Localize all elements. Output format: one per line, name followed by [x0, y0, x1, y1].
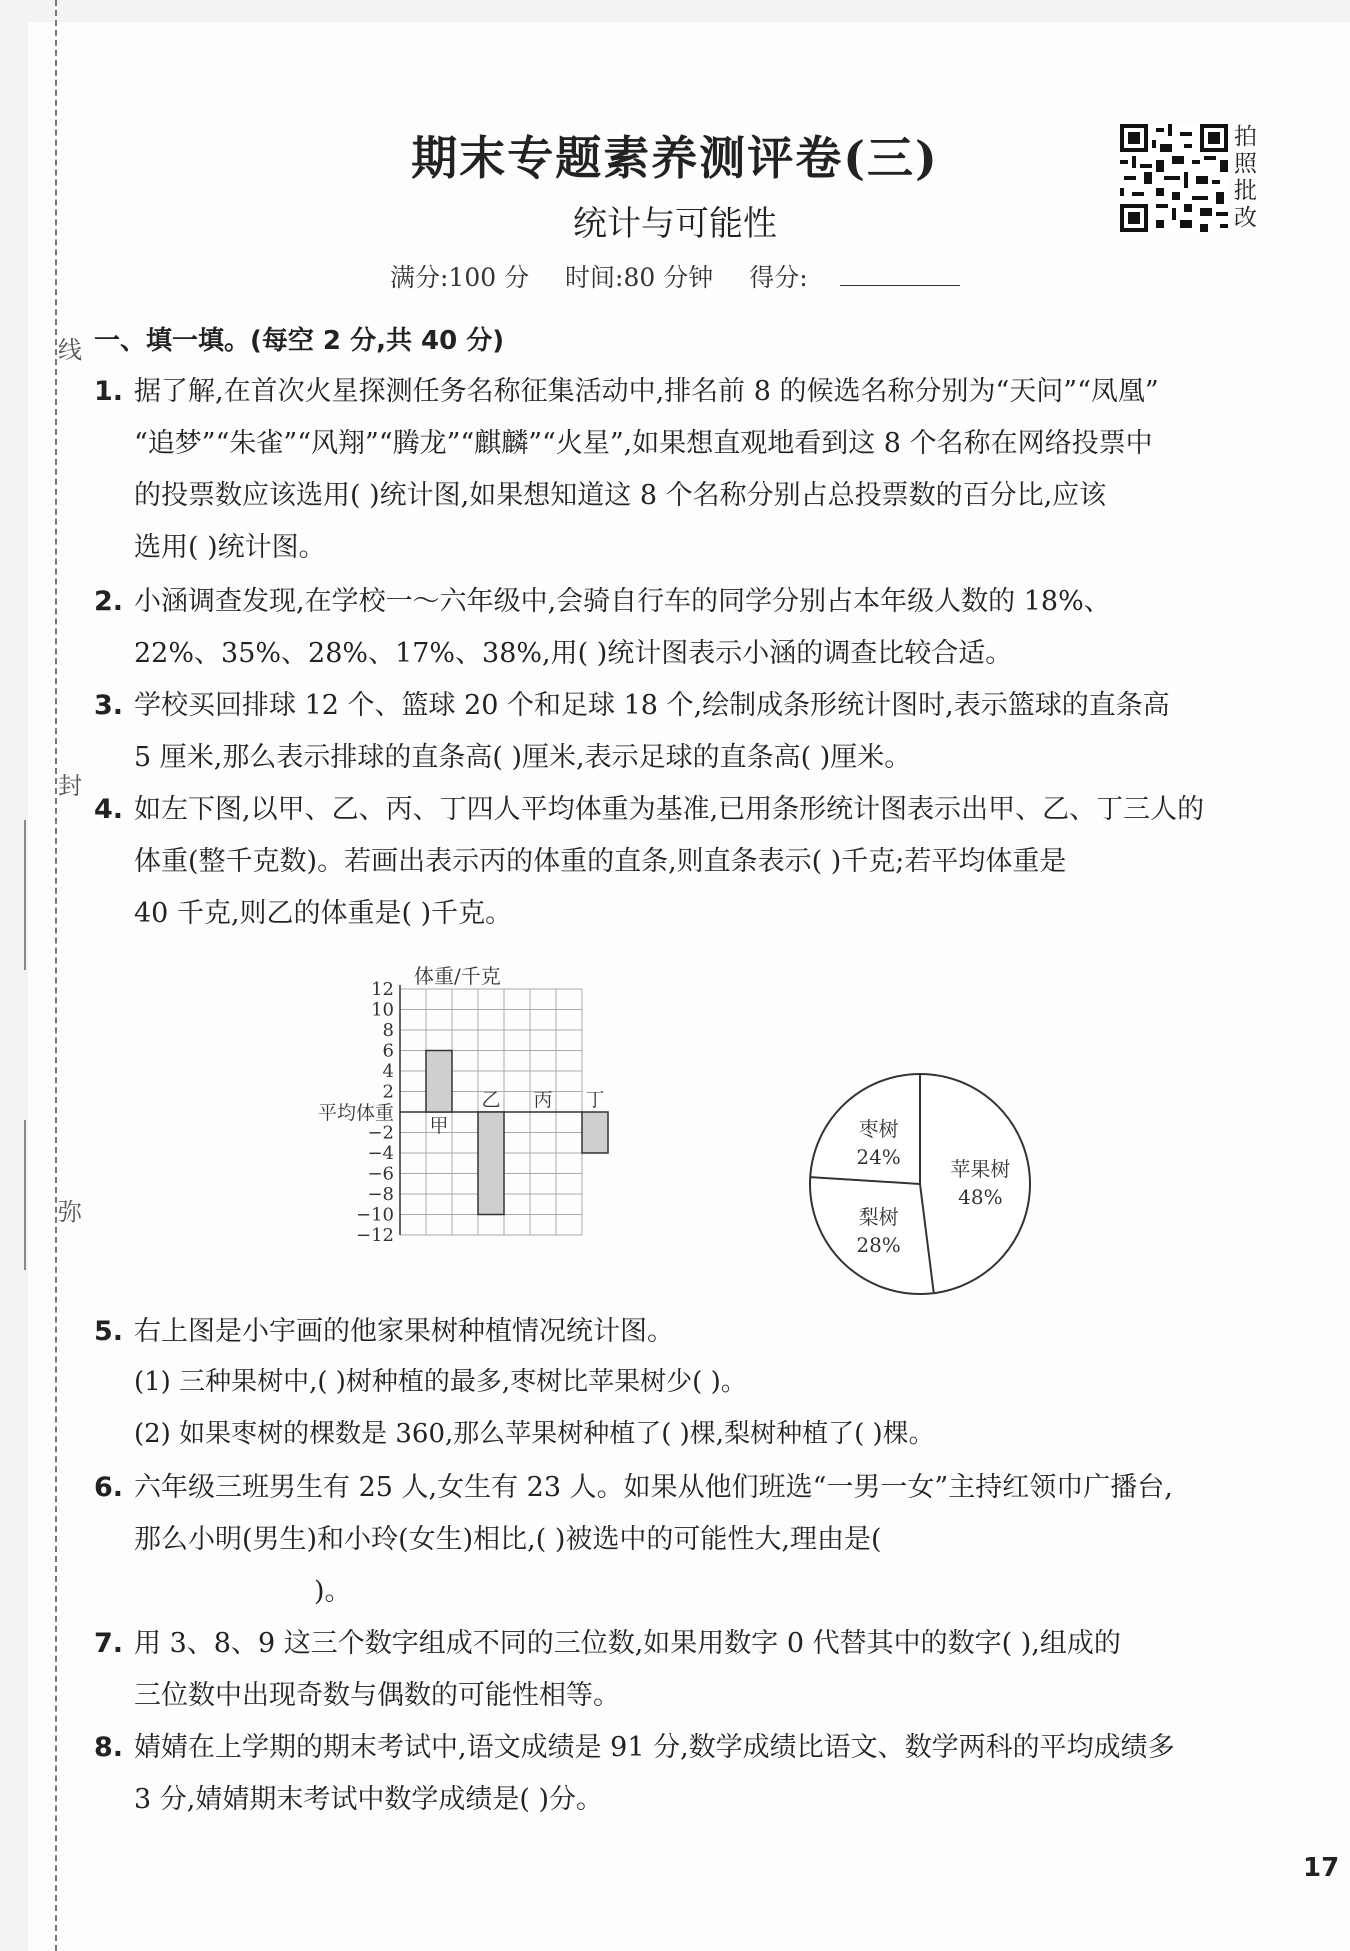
question-line: 如左下图,以甲、乙、丙、丁四人平均体重为基准,已用条形统计图表示出甲、乙、丁三人的	[134, 794, 1205, 825]
score-label: 得分:	[749, 263, 808, 292]
question-line: 据了解,在首次火星探测任务名称征集活动中,排名前 8 的候选名称分别为“天问”“凤凰”	[134, 376, 1159, 407]
page-title: 期末专题素养测评卷(三)	[411, 131, 939, 185]
question-line: 六年级三班男生有 25 人,女生有 23 人。如果从他们班选“一男一女”主持红领巾广播台,	[134, 1472, 1173, 1503]
y-tick-label: 10	[371, 999, 394, 1021]
page-subtitle: 统计与可能性	[573, 204, 777, 244]
question-number: 4.	[94, 794, 124, 825]
binding-dashed-line	[55, 0, 57, 1951]
question-line: 5 厘米,那么表示排球的直条高( )厘米,表示足球的直条高( )厘米。	[134, 742, 912, 773]
weight-bar-chart	[300, 940, 740, 1300]
side-blank-line	[24, 1120, 26, 1270]
qr-caption: 拍照批改	[1234, 124, 1257, 231]
question-number: 7.	[94, 1628, 124, 1659]
y-tick-label: −6	[367, 1163, 394, 1185]
question-number: 8.	[94, 1732, 124, 1763]
question-number: 5.	[94, 1316, 124, 1347]
question-8	[94, 1722, 1254, 1826]
question-line: 右上图是小宇画的他家果树种植情况统计图。	[134, 1316, 674, 1347]
question-number: 2.	[94, 586, 124, 617]
binding-label-line: 线	[58, 336, 82, 364]
question-2	[94, 576, 1254, 680]
qr-code-icon[interactable]	[1120, 124, 1228, 232]
question-number: 1.	[94, 376, 124, 407]
pie-slice-percent: 24%	[856, 1144, 901, 1169]
question-line: 婧婧在上学期的期末考试中,语文成绩是 91 分,数学成绩比语文、数学两科的平均成绩多	[134, 1732, 1175, 1763]
question-5-part-2: (2) 如果枣树的棵数是 360,那么苹果树种植了( )棵,梨树种植了( )棵。	[134, 1419, 935, 1449]
question-line: 体重(整千克数)。若画出表示丙的体重的直条,则直条表示( )千克;若平均体重是	[134, 846, 1067, 877]
bar-甲	[426, 1051, 452, 1113]
category-label: 丙	[533, 1089, 553, 1111]
question-line: 选用( )统计图。	[134, 532, 326, 563]
pie-slice-percent: 28%	[856, 1233, 901, 1258]
question-line: 40 千克,则乙的体重是( )千克。	[134, 898, 513, 929]
question-number: 6.	[94, 1472, 124, 1503]
section-title: 一、填一填。(每空 2 分,共 40 分)	[94, 326, 505, 356]
y-tick-label: −2	[367, 1122, 394, 1144]
exam-meta	[390, 258, 988, 294]
question-line: 三位数中出现奇数与偶数的可能性相等。	[134, 1680, 620, 1711]
y-axis-label: 体重/千克	[414, 964, 501, 988]
y-tick-label: 8	[382, 1020, 394, 1041]
binding-label-name: 弥	[58, 1198, 82, 1226]
question-4	[94, 784, 1254, 940]
question-number: 3.	[94, 690, 124, 721]
question-line: 22%、35%、28%、17%、38%,用( )统计图表示小涵的调查比较合适。	[134, 638, 1013, 669]
question-line: 用 3、8、9 这三个数字组成不同的三位数,如果用数字 0 代替其中的数字( ),组成的	[134, 1628, 1121, 1659]
y-tick-label: 12	[371, 979, 394, 1000]
question-7	[94, 1618, 1254, 1722]
category-label: 乙	[481, 1089, 501, 1111]
question-line: “追梦”“朱雀”“风翔”“腾龙”“麒麟”“火星”,如果想直观地看到这 8 个名称在网络投票中	[134, 428, 1153, 459]
score-blank[interactable]	[840, 285, 960, 286]
y-tick-label: −8	[367, 1184, 394, 1205]
binding-label-seal: 封	[58, 772, 82, 800]
bar-丁	[582, 1112, 608, 1153]
y-tick-label: −4	[367, 1143, 394, 1164]
baseline-label: 平均体重	[317, 1102, 394, 1124]
category-label: 甲	[429, 1115, 449, 1137]
question-line: 3 分,婧婧期末考试中数学成绩是( )分。	[134, 1784, 603, 1815]
question-3	[94, 680, 1254, 784]
question-6	[94, 1462, 1254, 1618]
pie-slice-label: 枣树	[858, 1116, 899, 1141]
question-line: 小涵调查发现,在学校一～六年级中,会骑自行车的同学分别占本年级人数的 18%、	[134, 586, 1111, 617]
question-1	[94, 366, 1254, 574]
question-5	[94, 1306, 1254, 1358]
pie-slice-label: 苹果树	[950, 1157, 1011, 1182]
question-line: 那么小明(男生)和小玲(女生)相比,( )被选中的可能性大,理由是(	[134, 1524, 882, 1555]
y-tick-label: −12	[356, 1225, 394, 1246]
pie-slice-percent: 48%	[958, 1185, 1003, 1210]
y-tick-label: 6	[382, 1040, 394, 1062]
side-blank-line	[24, 820, 26, 970]
question-5-part-1: (1) 三种果树中,( )树种植的最多,枣树比苹果树少( )。	[134, 1367, 747, 1397]
y-tick-label: −10	[356, 1204, 394, 1226]
question-line: )。	[314, 1576, 352, 1607]
fruit-tree-pie-chart	[800, 1070, 1040, 1300]
pie-slice-label: 梨树	[858, 1205, 899, 1230]
bar-乙	[478, 1112, 504, 1215]
time-limit: 时间:80 分钟	[565, 263, 714, 292]
full-score: 满分:100 分	[390, 263, 530, 292]
question-line: 的投票数应该选用( )统计图,如果想知道这 8 个名称分别占总投票数的百分比,应该	[134, 480, 1107, 511]
question-line: 学校买回排球 12 个、篮球 20 个和足球 18 个,绘制成条形统计图时,表示篮球的直条高	[134, 690, 1170, 721]
y-tick-label: 4	[382, 1061, 394, 1082]
category-label: 丁	[585, 1089, 605, 1111]
y-tick-label: 2	[382, 1081, 394, 1103]
page-number: 17	[1303, 1853, 1340, 1883]
